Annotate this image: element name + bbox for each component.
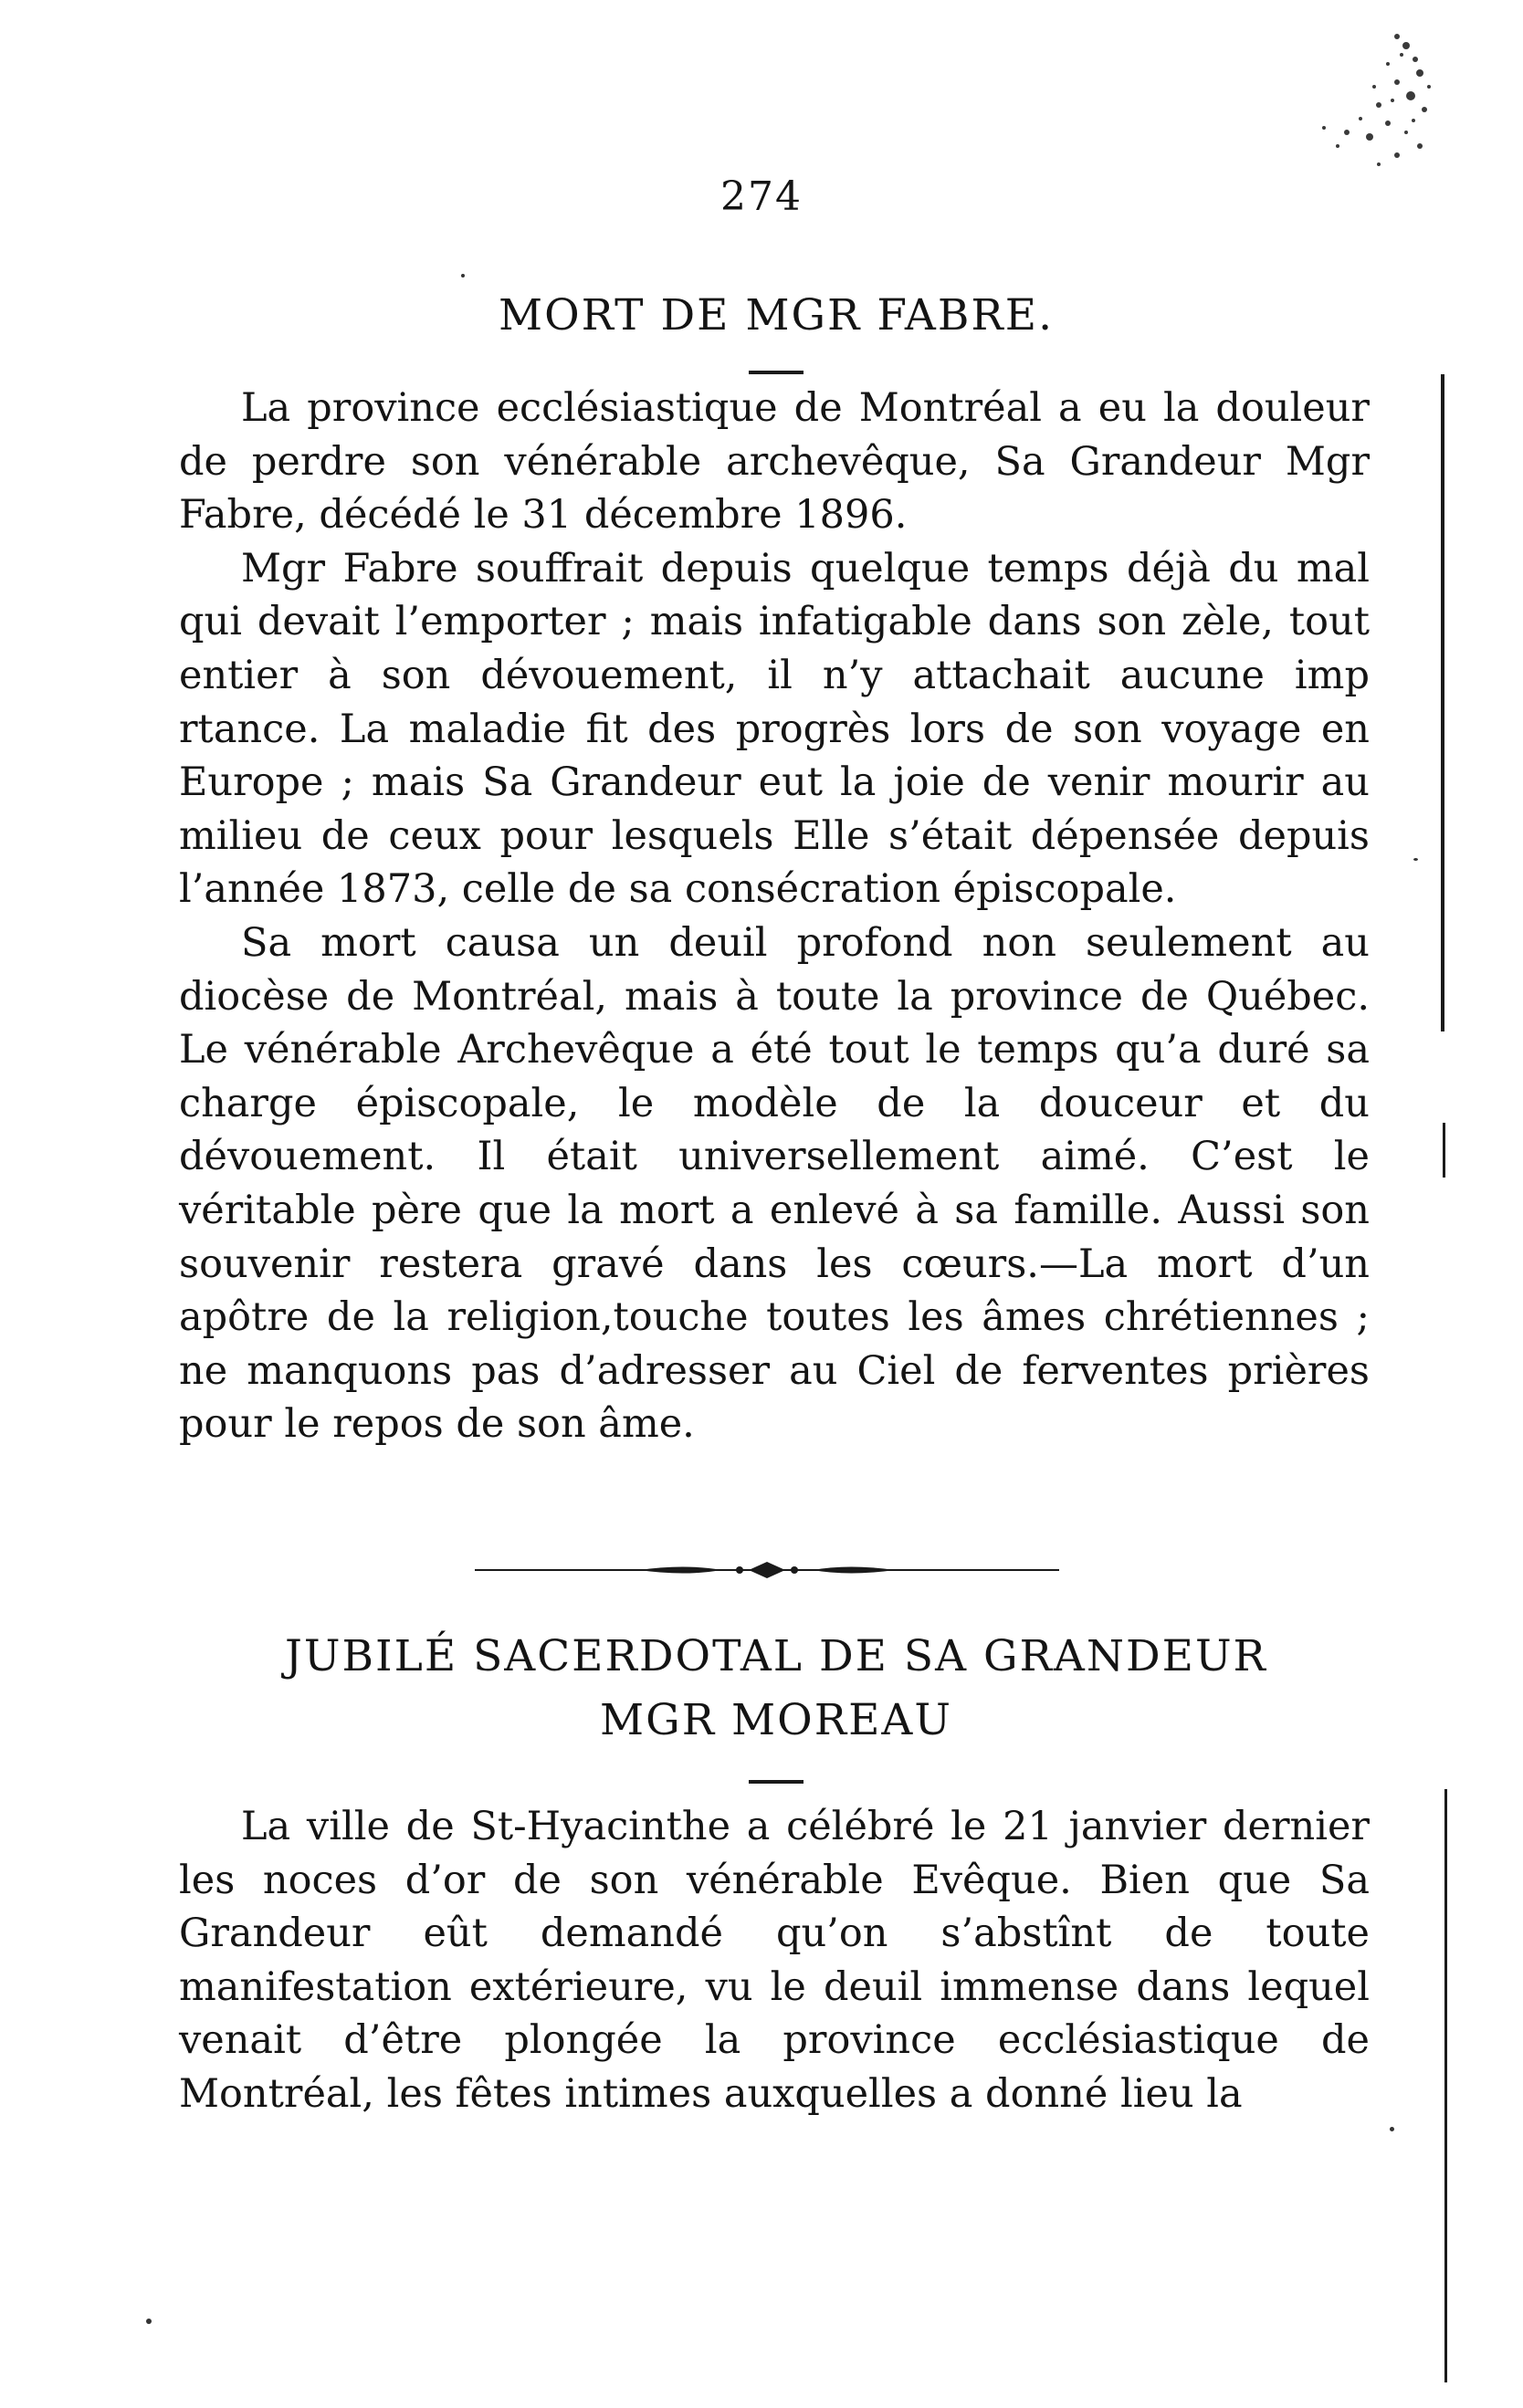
page-edge-line	[1441, 374, 1444, 1031]
article-title-mort-de-mgr-fabre: MORT DE MGR FABRE.	[498, 290, 1055, 340]
article-body-jubile-sacerdotal	[179, 1800, 1370, 2121]
title-line: JUBILÉ SACERDOTAL DE SA GRANDEUR	[285, 1631, 1267, 1681]
paragraph: Mgr Fabre souffrait depuis quelque temps déjà du mal qui devait l’emporter ; mais infatigable dans son zèle, tout entier à son dévouement, il n’y attachait aucune imp rtance. La maladie fit des progrès lors de son voyage en Europe ; mais Sa Grandeur eut la joie de venir mourir au milieu de ceux pour lesquels Elle s’était dépensée depuis l’année 1873, celle de sa consécration épiscopale.	[179, 545, 1370, 913]
title-divider	[749, 1780, 804, 1784]
section-divider-ornament-icon	[475, 1556, 1059, 1584]
title-line: MGR MOREAU	[600, 1695, 952, 1745]
paragraph: La ville de St-Hyacinthe a célébré le 21 janvier dernier les noces d’or de son vénérable Evêque. Bien que Sa Grandeur eût demandé qu’on s’abstînt de toute manifestation extérieure, vu le deuil immense dans lequel venait d’être plongée la province ecclésiastique de Montréal, les fêtes intimes auxquelles a donné lieu la	[179, 1804, 1370, 2117]
article-title-jubile-sacerdotal	[183, 1625, 1370, 1753]
ink-speck	[1413, 858, 1418, 861]
page-edge-line	[1443, 1123, 1445, 1178]
library-stamp-icon	[1260, 18, 1443, 192]
title-divider	[749, 371, 804, 374]
page-edge-line	[1444, 1789, 1447, 2382]
ink-speck	[146, 2319, 152, 2324]
paragraph: Sa mort causa un deuil profond non seulement au diocèse de Montréal, mais à toute la province de Québec. Le vénérable Archevêque a été tout le temps qu’a duré sa charge épiscopale, le modèle de la douceur et du dévouement. Il était universellement aimé. C’est le véritable père que la mort a enlevé à sa famille. Aussi son souvenir restera gravé dans les cœurs.—La mort d’un apôtre de la religion,touche toutes les âmes chrétiennes ; ne manquons pas d’adresser au Ciel de ferventes prières pour le repos de son âme.	[179, 919, 1370, 1448]
ink-speck	[1390, 2127, 1394, 2131]
article-body-mort-de-mgr-fabre	[179, 382, 1370, 1451]
paragraph: La province ecclésiastique de Montréal a eu la douleur de perdre son vénérable archevêque, Sa Grandeur Mgr Fabre, décédé le 31 décembre 1896.	[179, 385, 1370, 539]
ink-speck	[461, 274, 465, 277]
page-number: 274	[720, 173, 803, 220]
